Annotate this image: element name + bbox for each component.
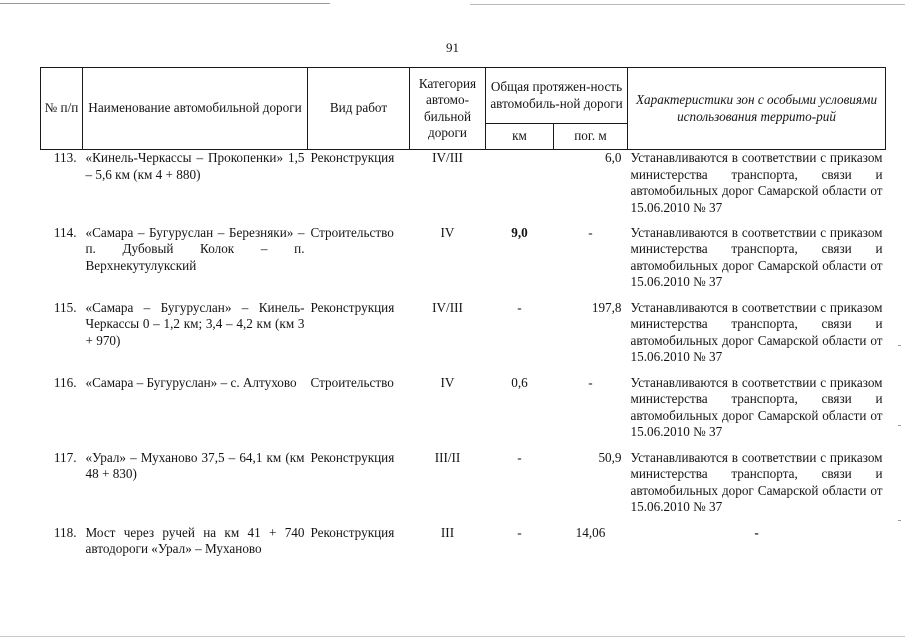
top-edge-line-left xyxy=(0,3,330,4)
length-meters: 6,0 xyxy=(605,150,622,165)
length-km: 0,6 xyxy=(511,374,528,390)
scan-mark xyxy=(898,345,901,346)
table-row xyxy=(41,225,886,300)
row-number: 117. xyxy=(53,449,77,465)
table-row xyxy=(41,450,886,525)
road-name: «Самара – Бугуруслан» – с. Алтухово xyxy=(85,374,297,390)
roads-table xyxy=(40,67,886,575)
row-number: 114. xyxy=(53,224,77,240)
table-row xyxy=(41,375,886,450)
zone-characteristics: Устанавливаются в соответствии с приказом министерства транспорта, связи и автомобильных дорог Самарской области от 15.06.2010 № 37 xyxy=(630,449,883,514)
length-km xyxy=(486,150,554,225)
row-number: 115. xyxy=(53,299,77,315)
header-num: № п/п xyxy=(41,68,83,150)
work-type: Строительство xyxy=(310,374,394,390)
road-category: IV xyxy=(440,374,455,390)
header-total-length: Общая протяжен-ность автомобиль-ной дороги xyxy=(486,68,628,124)
table-row xyxy=(41,300,886,375)
work-type: Реконструкция xyxy=(310,299,395,315)
row-number: 118. xyxy=(53,524,77,540)
zone-characteristics: Устанавливаются в соответствии с приказом министерства транспорта, связи и автомобильных дорог Самарской области от 15.06.2010 № 37 xyxy=(630,299,883,364)
zone-characteristics: Устанавливаются в соответствии с приказом министерства транспорта, связи и автомобильных дорог Самарской области от 15.06.2010 № 37 xyxy=(630,374,883,439)
scan-mark xyxy=(898,520,901,521)
header-category: Категория автомо-бильной дороги xyxy=(410,68,486,150)
length-meters: 14,06 xyxy=(575,524,606,540)
header-work-type: Вид работ xyxy=(308,68,410,150)
road-category: IV/III xyxy=(432,299,463,315)
table-row xyxy=(41,150,886,225)
road-category: IV/III xyxy=(432,150,463,165)
zone-characteristics: Устанавливаются в соответствии с приказом министерства транспорта, связи и автомобильных дорог Самарской области от 15.06.2010 № 37 xyxy=(630,150,883,215)
road-name: «Кинель-Черкассы – Прокопенки» 1,5 – 5,6 км (км 4 + 880) xyxy=(85,150,305,182)
row-number: 116. xyxy=(53,374,77,390)
length-meters: - xyxy=(588,374,593,390)
road-name: «Самара – Бугуруслан» – Кинель-Черкассы 0 – 1,2 км; 3,4 – 4,2 км (км 3 + 970) xyxy=(85,299,305,348)
zone-characteristics: - xyxy=(754,524,759,540)
header-km: км xyxy=(486,124,554,150)
road-name: «Самара – Бугуруслан – Березняки» – п. Дубовый Колок – п. Верхнекутулукский xyxy=(85,224,305,273)
length-meters: 50,9 xyxy=(598,449,622,465)
page-number: 91 xyxy=(446,40,459,55)
length-meters: 197,8 xyxy=(591,299,622,315)
row-number: 113. xyxy=(53,150,77,165)
length-km: - xyxy=(517,449,522,465)
road-category: III xyxy=(440,524,455,540)
top-edge-line-right xyxy=(470,4,905,5)
work-type: Строительство xyxy=(310,224,394,240)
work-type: Реконструкция xyxy=(310,150,395,165)
work-type: Реконструкция xyxy=(310,449,395,465)
road-category: IV xyxy=(440,224,455,240)
road-name: «Урал» – Муханово 37,5 – 64,1 км (км 48 + 830) xyxy=(85,449,305,481)
header-zone-characteristics: Характеристики зон с особыми условиями использования террито-рий xyxy=(628,68,886,150)
road-category: III/II xyxy=(434,449,461,465)
road-name: Мост через ручей на км 41 + 740 автодороги «Урал» – Муханово xyxy=(85,524,305,556)
header-road-name: Наименование автомобильной дороги xyxy=(83,68,308,150)
length-km: - xyxy=(517,299,522,315)
header-meters: пог. м xyxy=(554,124,628,150)
table-row xyxy=(41,525,886,575)
bottom-edge-line xyxy=(0,636,905,637)
zone-characteristics: Устанавливаются в соответствии с приказом министерства транспорта, связи и автомобильных дорог Самарской области от 15.06.2010 № 37 xyxy=(630,224,883,289)
length-km: 9,0 xyxy=(511,224,528,240)
length-meters: - xyxy=(588,224,593,240)
scan-mark xyxy=(898,425,901,426)
work-type: Реконструкция xyxy=(310,524,395,540)
length-km: - xyxy=(517,524,522,540)
